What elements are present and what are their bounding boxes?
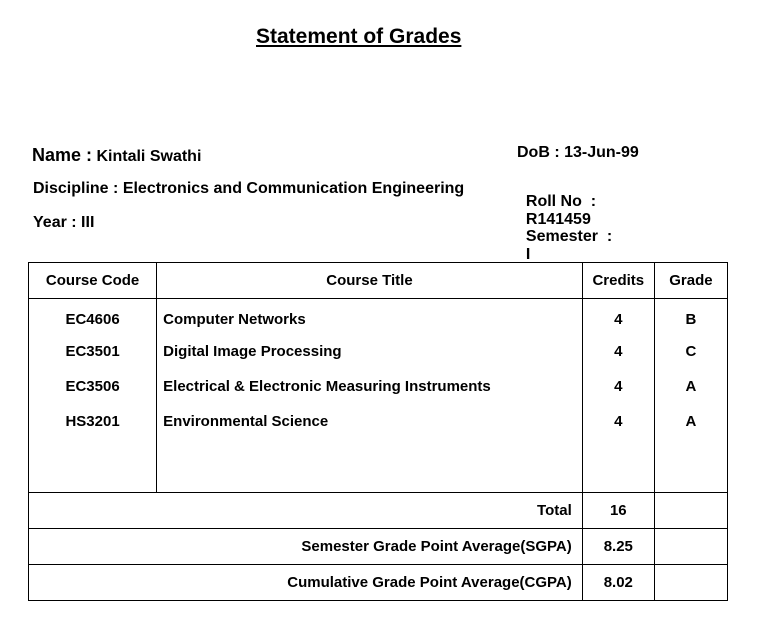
course-title-cell: Environmental Science — [157, 404, 583, 439]
page-title: Statement of Grades — [256, 25, 462, 48]
roll-label: Roll No : — [525, 193, 597, 210]
grades-table — [28, 262, 728, 601]
semester-value: I — [525, 246, 531, 263]
table-row — [29, 369, 728, 404]
header-course-code: Course Code — [29, 263, 157, 299]
empty-cell — [29, 439, 157, 493]
credits-cell: 4 — [582, 404, 654, 439]
grade-cell: B — [654, 299, 727, 335]
header-grade: Grade — [654, 263, 727, 299]
credits-cell: 4 — [582, 369, 654, 404]
roll-value: R141459 — [525, 211, 591, 228]
header-course-title: Course Title — [157, 263, 583, 299]
total-grade-empty — [654, 493, 727, 529]
dob-line — [517, 144, 639, 162]
total-row — [29, 493, 728, 529]
name-label: Name : — [32, 145, 93, 165]
credits-cell: 4 — [582, 334, 654, 369]
table-row — [29, 404, 728, 439]
grade-cell: C — [654, 334, 727, 369]
course-title-cell: Digital Image Processing — [157, 334, 583, 369]
course-code-cell: EC4606 — [29, 299, 157, 335]
semester-label: Semester : — [525, 228, 613, 245]
table-row — [29, 299, 728, 335]
course-code-cell: EC3506 — [29, 369, 157, 404]
header-credits: Credits — [582, 263, 654, 299]
cgpa-label: Cumulative Grade Point Average(CGPA) — [29, 565, 583, 601]
sgpa-row — [29, 529, 728, 565]
cgpa-value: 8.02 — [582, 565, 654, 601]
total-label: Total — [29, 493, 583, 529]
cgpa-row — [29, 565, 728, 601]
name-line — [32, 145, 201, 166]
year-value: III — [81, 214, 95, 231]
discipline-value: Electronics and Communication Engineering — [122, 180, 465, 197]
empty-cell — [654, 439, 727, 493]
table-row — [29, 334, 728, 369]
empty-cell — [582, 439, 654, 493]
semester-line — [517, 210, 612, 264]
course-title-cell: Computer Networks — [157, 299, 583, 335]
dob-label: DoB : — [517, 144, 560, 161]
table-empty-row — [29, 439, 728, 493]
discipline-label: Discipline : — [33, 180, 119, 197]
sgpa-value: 8.25 — [582, 529, 654, 565]
empty-cell — [157, 439, 583, 493]
grade-cell: A — [654, 404, 727, 439]
name-value: Kintali Swathi — [96, 148, 202, 165]
course-code-cell: HS3201 — [29, 404, 157, 439]
year-label: Year : — [33, 214, 77, 231]
sgpa-label: Semester Grade Point Average(SGPA) — [29, 529, 583, 565]
sgpa-grade-empty — [654, 529, 727, 565]
grade-cell: A — [654, 369, 727, 404]
discipline-line — [33, 180, 464, 198]
course-title-cell: Electrical & Electronic Measuring Instruments — [157, 369, 583, 404]
course-code-cell: EC3501 — [29, 334, 157, 369]
dob-value: 13-Jun-99 — [564, 144, 639, 161]
cgpa-grade-empty — [654, 565, 727, 601]
credits-cell: 4 — [582, 299, 654, 335]
year-line — [33, 214, 94, 232]
total-value: 16 — [582, 493, 654, 529]
table-header-row — [29, 263, 728, 299]
